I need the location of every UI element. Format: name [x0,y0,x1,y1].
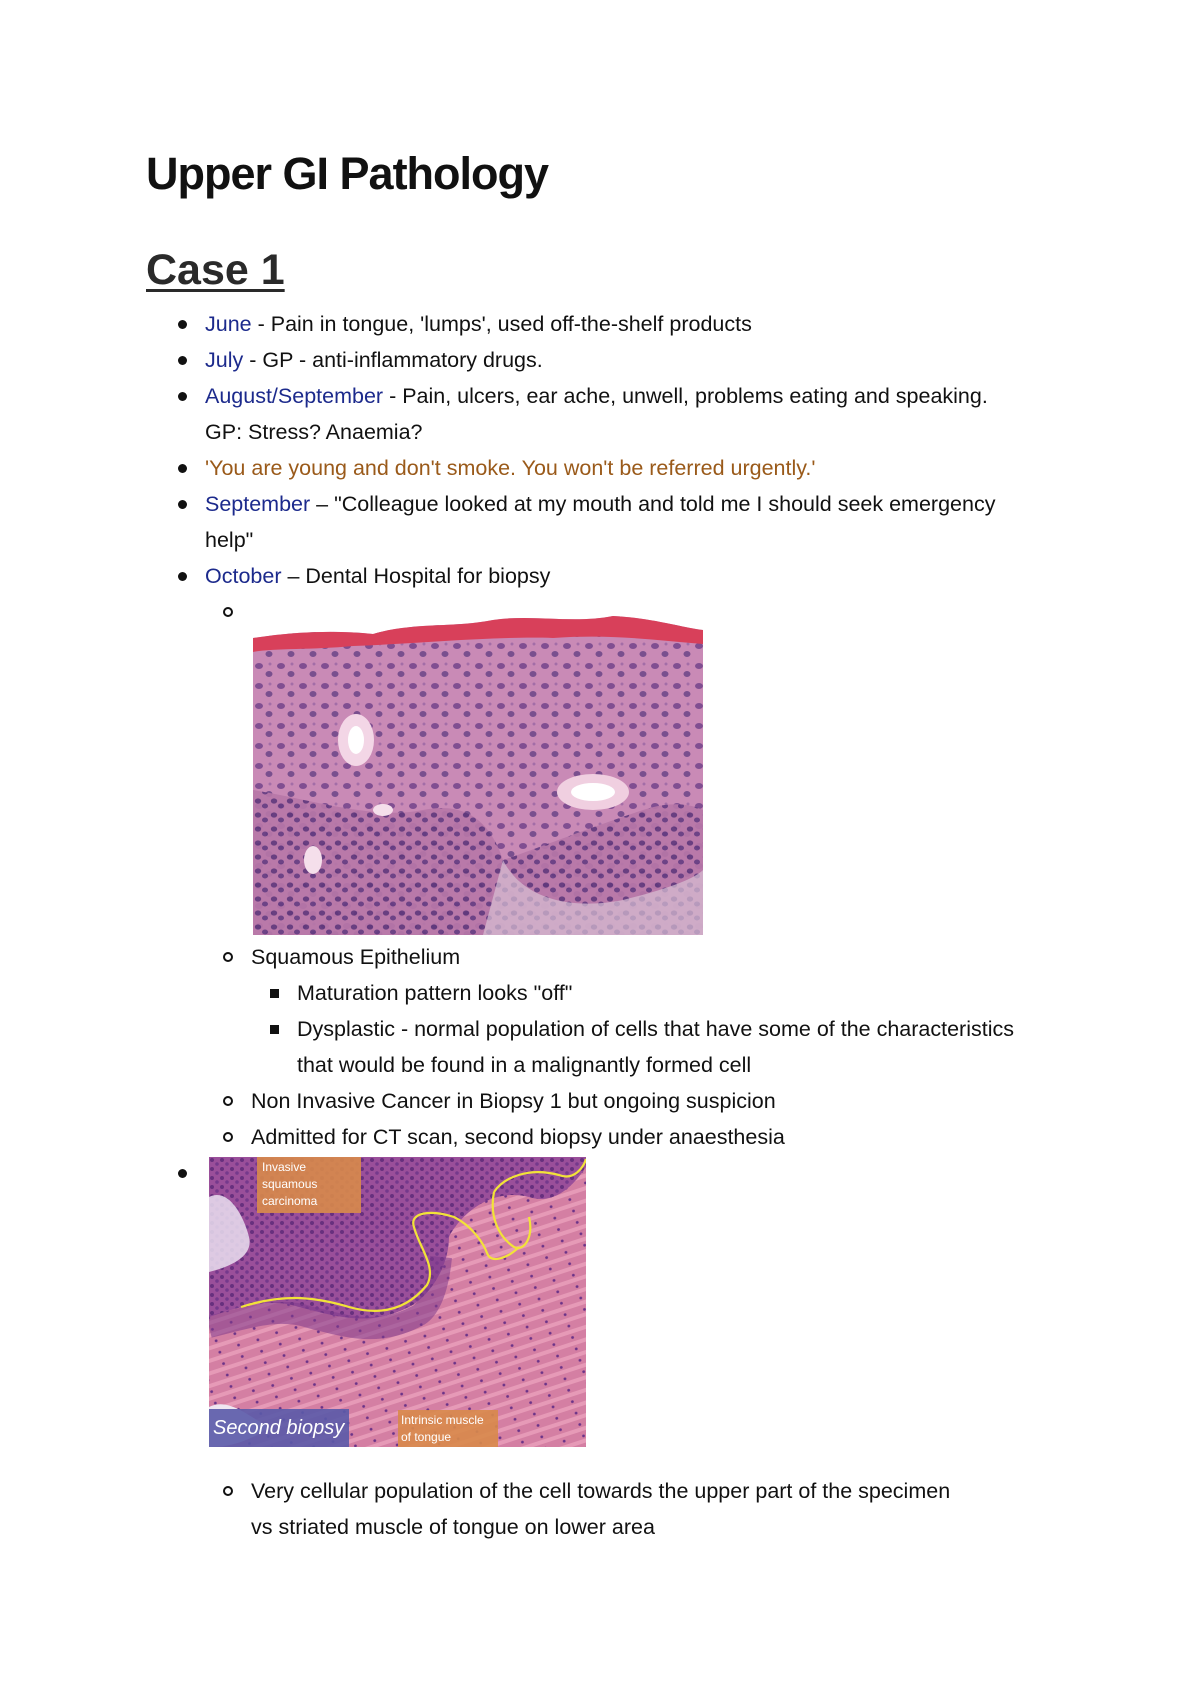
list-item [0,939,1014,1083]
detail-text: Maturation pattern looks "off" [297,981,573,1005]
next-step-text: Admitted for CT scan, second biopsy under anaesthesia [251,1125,785,1149]
bullet-icon [178,1169,187,1178]
list-item [0,378,1005,450]
case-heading: Case 1 [146,246,285,294]
list-item [0,306,1005,342]
biopsy1-list [0,594,1014,1155]
bullet-icon [178,392,187,401]
invasive-label: Invasive squamous carcinoma [262,1160,318,1208]
list-item-image [0,594,1005,939]
bullet-icon [178,572,187,581]
item-text: – "Colleague looked at my mouth and told me I should seek emergency help" [205,492,996,552]
biopsy1-histology-image [253,600,703,935]
hollow-bullet-icon [223,1486,233,1496]
month-label: August/September [205,384,384,408]
muscle-label-box [398,1410,498,1447]
month-label: October [205,564,282,588]
list-item [0,486,1005,558]
list-item [0,1119,1005,1155]
muscle-label: Intrinsic muscle of tongue [401,1413,484,1444]
hollow-bullet-icon [223,607,233,617]
list-item [0,1473,971,1545]
hollow-bullet-icon [223,952,233,962]
list-item-image [0,1155,1005,1539]
list-item [0,342,1005,378]
quote-text: 'You are young and don't smoke. You won't be referred urgently.' [205,456,816,480]
square-bullet-icon [270,989,279,998]
biopsy2-list [0,1473,951,1545]
bullet-icon [178,500,187,509]
timeline-list [0,306,1200,1539]
bullet-icon [178,464,187,473]
description-text: Very cellular population of the cell towards the upper part of the specimen vs striated muscle of tongue on lower area [251,1479,951,1539]
list-item [0,558,1014,1155]
hollow-bullet-icon [223,1096,233,1106]
page-title: Upper GI Pathology [146,148,549,199]
item-text: - Pain in tongue, 'lumps', used off-the-shelf products [251,312,752,336]
second-biopsy-label-box [209,1409,349,1447]
finding-text: Squamous Epithelium [251,945,461,969]
item-text: - GP - anti-inflammatory drugs. [243,348,543,372]
hollow-bullet-icon [223,1132,233,1142]
conclusion-text: Non Invasive Cancer in Biopsy 1 but ongoing suspicion [251,1089,776,1113]
list-item [0,1083,1005,1119]
bullet-icon [178,320,187,329]
month-label: July [205,348,244,372]
square-bullet-icon [270,1025,279,1034]
list-item [0,1011,1017,1083]
case-content [0,306,1200,1539]
list-item [0,975,1017,1011]
second-biopsy-label: Second biopsy [213,1417,345,1439]
month-label: June [205,312,252,336]
list-item [0,450,1005,486]
item-text: – Dental Hospital for biopsy [281,564,551,588]
item-text: - Pain, ulcers, ear ache, unwell, problems eating and speaking. GP: Stress? Anaemia? [205,384,988,444]
invasive-label-box [259,1157,359,1213]
bullet-icon [178,356,187,365]
biopsy2-histology-image [209,1157,586,1447]
finding-details-list [0,975,1014,1083]
detail-text: Dysplastic - normal population of cells that have some of the characteristics that would be found in a malignantly formed cell [297,1017,1014,1077]
month-label: September [205,492,311,516]
